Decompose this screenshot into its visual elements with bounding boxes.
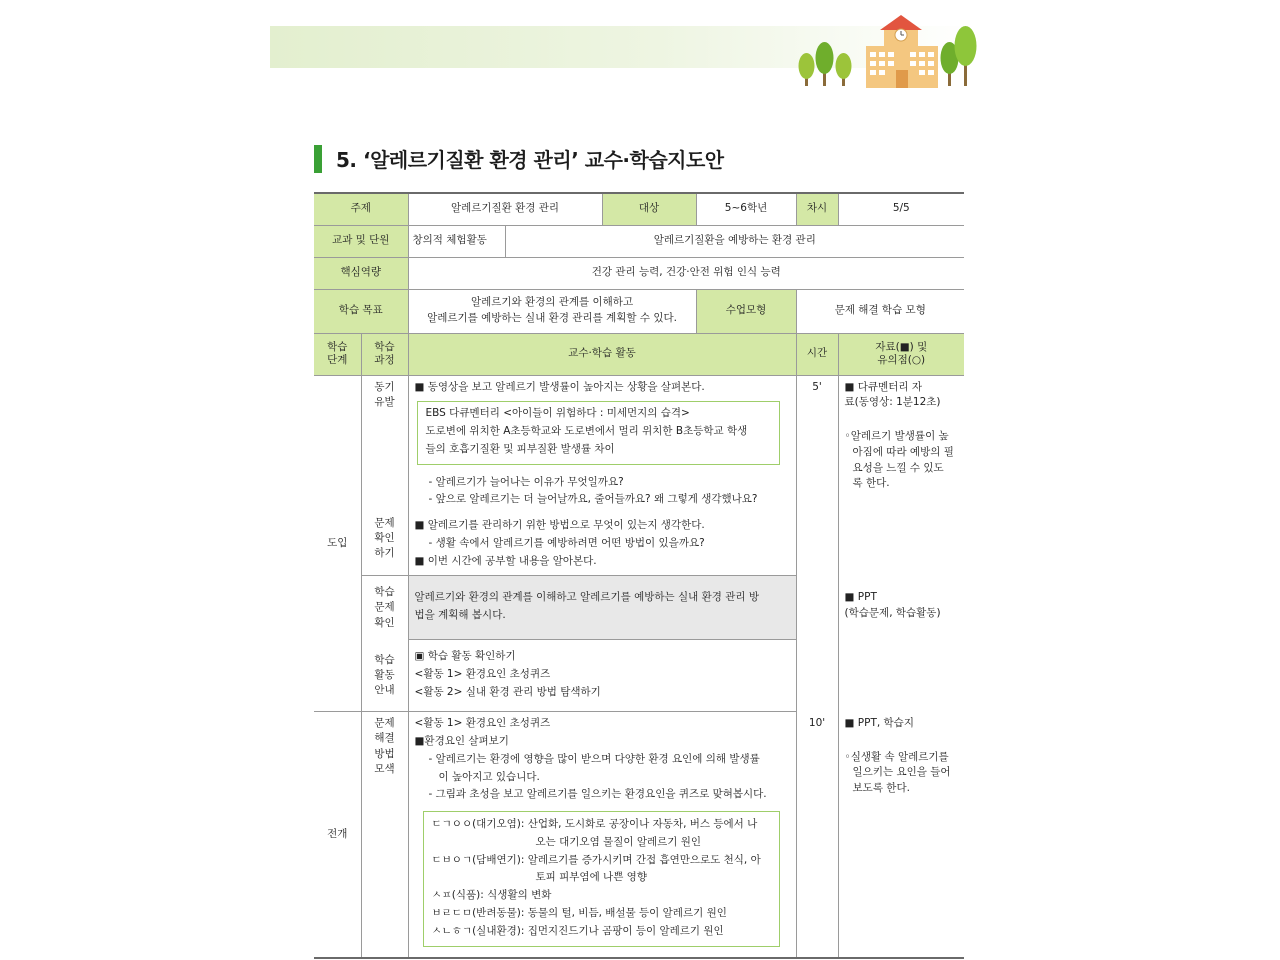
header-stage: 학습 단계	[314, 333, 361, 375]
intro-activity-motivation	[408, 375, 796, 514]
quiz-line: 오는 대기오염 물질이 알레르기 원인	[535, 835, 702, 848]
tree-icon	[799, 53, 815, 86]
info-row-subject	[314, 225, 964, 257]
quiz-line: 토피 피부염에 나쁜 영향	[535, 871, 647, 884]
topic-label: 주제	[314, 193, 408, 225]
note-line: ◦알레르기 발생률이 높	[844, 430, 949, 442]
model-label: 수업모형	[696, 289, 796, 333]
note-line: ◦실생활 속 알레르기를	[844, 750, 949, 763]
activity-line: - 생활 속에서 알레르기를 예방하려면 어떤 방법이 있을까요?	[428, 536, 705, 549]
note-line: 아짐에 따라 예방의 필	[852, 445, 954, 458]
note-line: 요성을 느낄 수 있도	[852, 461, 944, 474]
activity-line: - 그림과 초성을 보고 알레르기를 일으키는 환경요인을 퀴즈로 맞혀봅시다.	[428, 788, 767, 801]
goal-value	[408, 289, 696, 333]
school-building-icon	[866, 15, 938, 88]
tree-icon	[955, 26, 977, 86]
note-line: ■ PPT	[844, 590, 877, 603]
header-time: 시간	[796, 333, 838, 375]
unit-value: 알레르기질환을 예방하는 환경 관리	[505, 225, 964, 257]
activity-line: ■ 동영상을 보고 알레르기 발생률이 높아지는 상황을 살펴본다.	[414, 380, 705, 393]
info-row-topic	[314, 193, 964, 225]
intro-row-motivation	[314, 375, 964, 514]
activity-line: - 알레르기는 환경에 영향을 많이 받으며 다양한 환경 요인에 의해 발생률	[428, 752, 760, 765]
quiz-line: ㅅㅍ(식품): 식생활의 변화	[431, 889, 552, 901]
model-value: 문제 해결 학습 모형	[796, 289, 964, 333]
column-header-row	[314, 333, 964, 375]
activity-line: ■ 이번 시간에 공부할 내용을 알아본다.	[414, 554, 597, 567]
quiz-line: ㅂㄹㄷㅁ(반려동물): 동물의 털, 비듬, 배설물 등이 알레르기 원인	[431, 906, 727, 919]
develop-row	[314, 712, 964, 958]
subject-value: 창의적 체험활동	[408, 225, 505, 257]
intro-note-2	[838, 576, 964, 712]
note-line: 록 한다.	[852, 477, 890, 490]
goal-line-2: 알레르기를 예방하는 실내 환경 관리를 계획할 수 있다.	[427, 312, 677, 324]
target-value: 5~6학년	[696, 193, 796, 225]
intro-process-motivation: 동기 유발	[361, 375, 408, 514]
activity-line: <활동 2> 실내 환경 관리 방법 탐색하기	[414, 685, 601, 698]
activity-line: <활동 1> 환경요인 초성퀴즈	[414, 717, 551, 730]
school-trees-illustration	[790, 10, 980, 92]
activity-line: ■ 알레르기를 관리하기 위한 방법으로 무엇이 있는지 생각한다.	[414, 519, 705, 531]
note-line: (학습문제, 학습활동)	[844, 606, 941, 619]
note-line: ■ 다큐멘터리 자	[844, 380, 922, 393]
develop-activity	[408, 712, 796, 958]
intro-stage: 도입	[314, 375, 361, 712]
quiz-line: ㄷㅂㅇㄱ(담배연기): 알레르기를 증가시키며 간접 흡연만으로도 천식, 아	[431, 853, 761, 866]
quiz-line: ㄷㄱㅇㅇ(대기오염): 산업화, 도시화로 공장이나 자동차, 버스 등에서 나	[431, 818, 758, 830]
tree-icon	[836, 53, 852, 86]
header-material: 자료(■) 및 유의점(○)	[838, 333, 964, 375]
intro-process-learning-problem: 학습 문제 확인	[361, 576, 408, 640]
goal-line-1: 알레르기와 환경의 관계를 이해하고	[470, 296, 634, 309]
session-value: 5/5	[838, 193, 964, 225]
info-row-goal	[314, 289, 964, 333]
competency-label: 핵심역량	[314, 257, 408, 289]
note-line: ■ PPT, 학습지	[844, 716, 914, 729]
quiz-answer-box	[423, 811, 780, 947]
develop-time: 10'	[796, 712, 838, 958]
box-line: EBS 다큐멘터리 <아이들이 위험하다 : 미세먼지의 습격>	[425, 407, 690, 420]
activity-line: 이 높아지고 있습니다.	[438, 770, 540, 783]
note-line: 보도록 한다.	[852, 782, 910, 794]
intro-process-guide: 학습 활동 안내	[361, 640, 408, 712]
develop-note	[838, 712, 964, 958]
tree-icon	[816, 42, 834, 86]
quiz-line: ㅅㄴㅎㄱ(실내환경): 집먼지진드기나 곰팡이 등이 알레르기 원인	[431, 924, 724, 937]
box-line: 들의 호흡기질환 및 피부질환 발생률 차이	[425, 442, 615, 455]
develop-stage: 전개	[314, 712, 361, 958]
page-title: 5. ‘알레르기질환 환경 관리’ 교수·학습지도안	[336, 148, 724, 172]
intro-note-1	[838, 375, 964, 576]
intro-time: 5'	[796, 375, 838, 576]
lesson-plan-table	[314, 192, 964, 959]
subject-label: 교과 및 단원	[314, 225, 408, 257]
competency-value: 건강 관리 능력, 건강·안전 위험 인식 능력	[408, 257, 964, 289]
topic-value: 알레르기질환 환경 관리	[408, 193, 602, 225]
intro-process-problem: 문제 확인 하기	[361, 514, 408, 576]
intro-activity-learning-problem	[408, 576, 796, 640]
target-label: 대상	[602, 193, 696, 225]
activity-line: <활동 1> 환경요인 초성퀴즈	[414, 667, 551, 680]
activity-line: ■환경요인 살펴보기	[414, 735, 509, 747]
note-line: 일으키는 요인을 들어	[852, 766, 951, 779]
problem-line: 법을 계획해 봅시다.	[414, 608, 506, 621]
note-line: 료(동영상: 1분12초)	[844, 396, 941, 409]
problem-line: 알레르기와 환경의 관계를 이해하고 알레르기를 예방하는 실내 환경 관리 방	[414, 591, 759, 603]
intro-activity-problem	[408, 514, 796, 576]
session-label: 차시	[796, 193, 838, 225]
header-activity: 교수·학습 활동	[408, 333, 796, 375]
info-row-competency	[314, 257, 964, 289]
header-process: 학습 과정	[361, 333, 408, 375]
intro-row-learning-problem	[314, 576, 964, 640]
question-line: - 앞으로 알레르기는 더 늘어날까요, 줄어들까요? 왜 그렇게 생각했나요?	[428, 493, 758, 506]
activity-line: ▣ 학습 활동 확인하기	[414, 650, 516, 663]
box-line: 도로변에 위치한 A초등학교와 도로변에서 멀리 위치한 B초등학교 학생	[425, 425, 748, 437]
question-line: - 알레르기가 늘어나는 이유가 무엇일까요?	[428, 475, 624, 488]
develop-process: 문제 해결 방법 모색	[361, 712, 408, 958]
video-info-box	[417, 401, 780, 464]
intro-time-empty	[796, 576, 838, 712]
goal-label: 학습 목표	[314, 289, 408, 333]
title-accent-bar	[314, 145, 322, 173]
intro-activity-guide	[408, 640, 796, 712]
